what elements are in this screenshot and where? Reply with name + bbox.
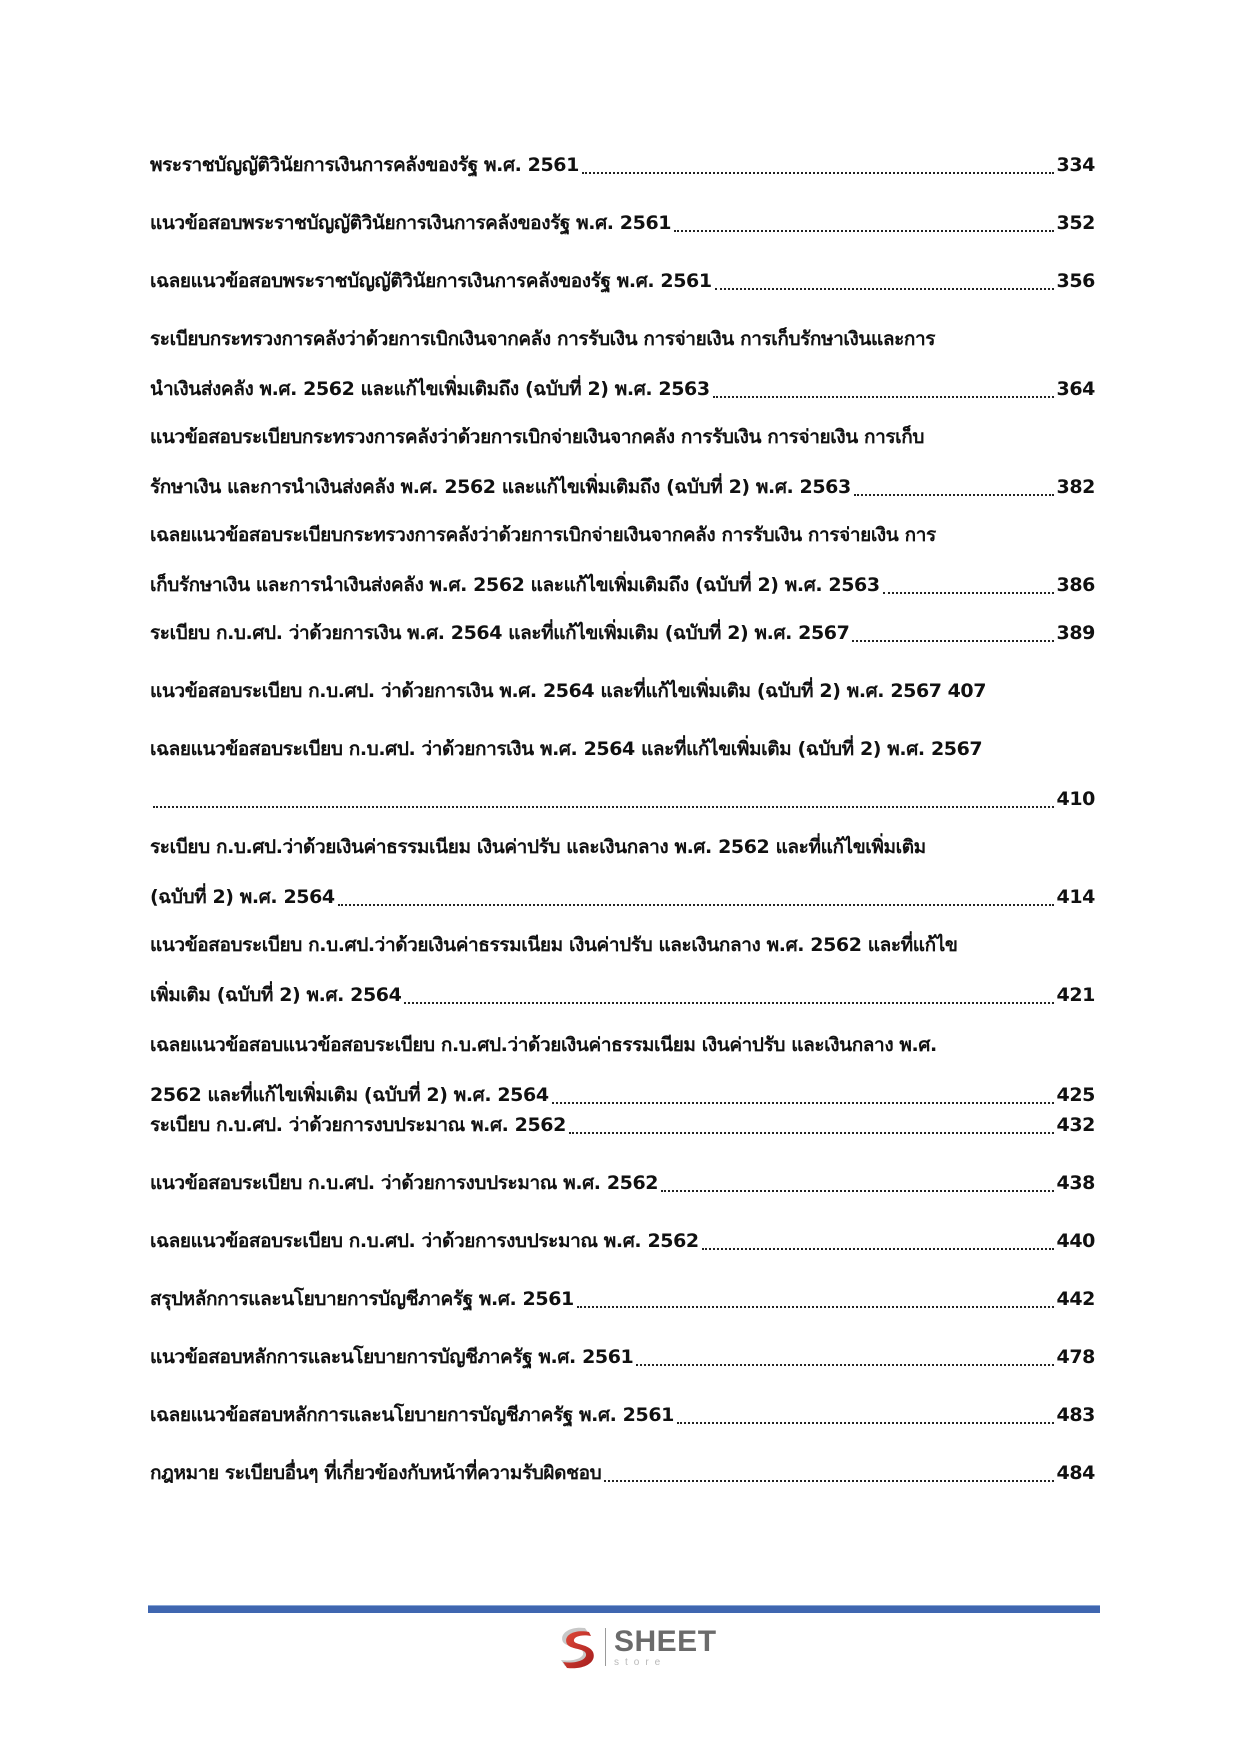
toc-entry-title: ระเบียบกระทรวงการคลังว่าด้วยการเบิกเงินจากคลัง การรับเงิน การจ่ายเงิน การเก็บรักษาเงินและการ — [150, 328, 936, 350]
toc-page-number: 407 — [947, 680, 987, 702]
toc-page-number: 483 — [1056, 1404, 1095, 1426]
toc-entry-title: แนวข้อสอบหลักการและนโยบายการบัญชีภาครัฐ พ.ศ. 2561 — [150, 1346, 634, 1368]
toc-entry-title: แนวข้อสอบระเบียบ ก.บ.ศป. ว่าด้วยการงบประมาณ พ.ศ. 2562 — [150, 1172, 659, 1194]
toc-page-number: 389 — [1056, 622, 1095, 644]
dot-leader — [852, 640, 1053, 642]
toc-page-number: 410 — [1056, 788, 1095, 810]
logo-separator — [605, 1628, 606, 1666]
logo-wordmark: SHEET — [614, 1624, 717, 1658]
dot-leader — [569, 1132, 1054, 1134]
toc-entry-title: (ฉบับที่ 2) พ.ศ. 2564 — [150, 886, 335, 908]
toc-entry-title: เพิ่มเติม (ฉบับที่ 2) พ.ศ. 2564 — [150, 984, 402, 1006]
toc-entry-title: สรุปหลักการและนโยบายการบัญชีภาครัฐ พ.ศ. 2561 — [150, 1288, 574, 1310]
dot-leader — [854, 494, 1054, 496]
dot-leader — [153, 806, 1054, 808]
toc-entry-title: นำเงินส่งคลัง พ.ศ. 2562 และแก้ไขเพิ่มเติมถึง (ฉบับที่ 2) พ.ศ. 2563 — [150, 378, 710, 400]
toc-entry-title: แนวข้อสอบพระราชบัญญัติวินัยการเงินการคลังของรัฐ พ.ศ. 2561 — [150, 212, 672, 234]
toc-entry-title: เฉลยแนวข้อสอบพระราชบัญญัติวินัยการเงินการคลังของรัฐ พ.ศ. 2561 — [150, 270, 712, 292]
toc-page-number: 432 — [1056, 1114, 1095, 1136]
toc-entry-title: เฉลยแนวข้อสอบระเบียบ ก.บ.ศป. ว่าด้วยการเงิน พ.ศ. 2564 และที่แก้ไขเพิ่มเติม (ฉบับที่ 2) พ.ศ. 2567 — [150, 738, 983, 760]
toc-entry-title: ระเบียบ ก.บ.ศป. ว่าด้วยการงบประมาณ พ.ศ. 2562 — [150, 1114, 566, 1136]
toc-entry-title: รักษาเงิน และการนำเงินส่งคลัง พ.ศ. 2562 และแก้ไขเพิ่มเติมถึง (ฉบับที่ 2) พ.ศ. 2563 — [150, 476, 851, 498]
dot-leader — [883, 592, 1054, 594]
toc-page-number: 334 — [1056, 154, 1095, 176]
toc-page-number: 364 — [1056, 378, 1095, 400]
dot-leader — [636, 1364, 1053, 1366]
toc-entry-title: แนวข้อสอบระเบียบกระทรวงการคลังว่าด้วยการเบิกจ่ายเงินจากคลัง การรับเงิน การจ่ายเงิน การเก็บ — [150, 426, 925, 448]
toc-entry-title: 2562 และที่แก้ไขเพิ่มเติม (ฉบับที่ 2) พ.ศ. 2564 — [150, 1084, 549, 1106]
logo-text — [614, 1624, 717, 1668]
toc-page-number: 352 — [1056, 212, 1095, 234]
toc-entry-title: แนวข้อสอบระเบียบ ก.บ.ศป. ว่าด้วยการเงิน พ.ศ. 2564 และที่แก้ไขเพิ่มเติม (ฉบับที่ 2) พ.ศ. 2567 — [150, 680, 942, 702]
dot-leader — [338, 904, 1054, 906]
toc-entry-title: พระราชบัญญัติวินัยการเงินการคลังของรัฐ พ.ศ. 2561 — [150, 154, 579, 176]
logo-subtitle: store — [614, 1656, 667, 1668]
footer-divider — [148, 1605, 1100, 1613]
toc-page-number: 356 — [1056, 270, 1095, 292]
dot-leader — [404, 1002, 1053, 1004]
toc-page-number: 438 — [1056, 1172, 1095, 1194]
dot-leader — [702, 1248, 1054, 1250]
dot-leader — [713, 396, 1054, 398]
toc-entry-title: แนวข้อสอบระเบียบ ก.บ.ศป.ว่าด้วยเงินค่าธรรมเนียม เงินค่าปรับ และเงินกลาง พ.ศ. 2562 และที่แก้ไข — [150, 934, 958, 956]
dot-leader — [677, 1422, 1054, 1424]
dot-leader — [604, 1480, 1053, 1482]
dot-leader — [661, 1190, 1053, 1192]
toc-entry-title: กฎหมาย ระเบียบอื่นๆ ที่เกี่ยวข้องกับหน้าที่ความรับผิดชอบ — [150, 1462, 602, 1484]
dot-leader — [577, 1306, 1054, 1308]
dot-leader — [674, 230, 1053, 232]
toc-entry-title: เก็บรักษาเงิน และการนำเงินส่งคลัง พ.ศ. 2562 และแก้ไขเพิ่มเติมถึง (ฉบับที่ 2) พ.ศ. 2563 — [150, 574, 880, 596]
toc-entry-title: เฉลยแนวข้อสอบระเบียบกระทรวงการคลังว่าด้วยการเบิกจ่ายเงินจากคลัง การรับเงิน การจ่ายเงิน การ — [150, 524, 936, 546]
toc-page-number: 442 — [1056, 1288, 1095, 1310]
dot-leader — [552, 1102, 1054, 1104]
toc-page-number: 386 — [1056, 574, 1095, 596]
toc-page-number: 478 — [1056, 1346, 1095, 1368]
toc-page-number: 440 — [1056, 1230, 1095, 1252]
toc-entry-title: เฉลยแนวข้อสอบแนวข้อสอบระเบียบ ก.บ.ศป.ว่าด้วยเงินค่าธรรมเนียม เงินค่าปรับ และเงินกลาง พ.ศ. — [150, 1034, 937, 1056]
toc-page-number: 421 — [1056, 984, 1095, 1006]
dot-leader — [582, 172, 1054, 174]
toc-entry-title: ระเบียบ ก.บ.ศป. ว่าด้วยการเงิน พ.ศ. 2564 และที่แก้ไขเพิ่มเติม (ฉบับที่ 2) พ.ศ. 2567 — [150, 622, 850, 644]
toc-entry-title: เฉลยแนวข้อสอบระเบียบ ก.บ.ศป. ว่าด้วยการงบประมาณ พ.ศ. 2562 — [150, 1230, 699, 1252]
toc-entry-title: เฉลยแนวข้อสอบหลักการและนโยบายการบัญชีภาครัฐ พ.ศ. 2561 — [150, 1404, 674, 1426]
toc-page-number: 414 — [1056, 886, 1095, 908]
toc-entry-title: ระเบียบ ก.บ.ศป.ว่าด้วยเงินค่าธรรมเนียม เงินค่าปรับ และเงินกลาง พ.ศ. 2562 และที่แก้ไขเพิ่มเติม — [150, 836, 926, 858]
toc-page-number: 425 — [1056, 1084, 1095, 1106]
dot-leader — [715, 288, 1054, 290]
toc-page-number: 382 — [1056, 476, 1095, 498]
toc-page-number: 484 — [1056, 1462, 1095, 1484]
sheet-store-s-logo-icon — [555, 1624, 599, 1670]
sheet-store-logo — [555, 1622, 717, 1672]
